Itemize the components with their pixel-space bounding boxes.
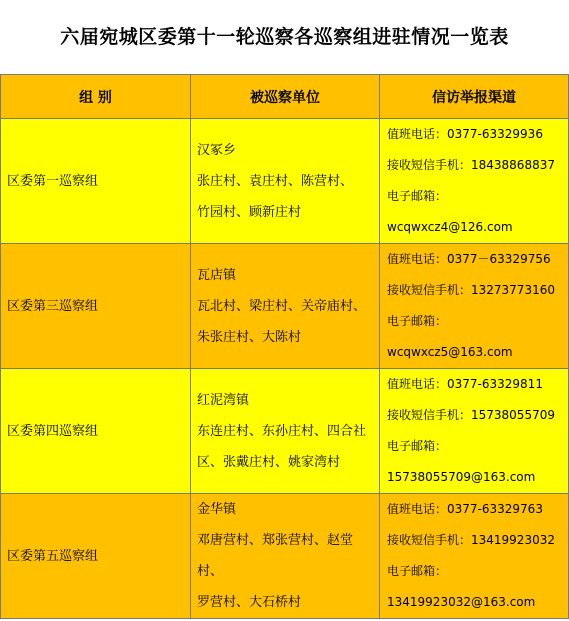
email-label: 电子邮箱： [387,189,448,203]
contact-cell [380,369,569,494]
table-row [1,369,569,494]
sms-phone: 接收短信手机：13273773160 [387,283,555,297]
group-cell [1,119,191,244]
duty-phone: 值班电话：0377-63329811 [387,377,543,391]
table-row [1,119,569,244]
header-group: 组 别 [1,75,191,119]
email-address: wcqwxcz5@163.com [387,345,513,359]
duty-phone: 值班电话：0377－63329756 [387,252,551,266]
unit-line: 邓唐营村、郑张营村、赵堂村、 [197,533,354,579]
units-cell [191,244,380,369]
group-cell [1,244,191,369]
group-name: 区委第一巡察组 [7,173,99,189]
email-label: 电子邮箱： [387,314,448,328]
contact-cell [380,244,569,369]
sms-phone: 接收短信手机：13419923032 [387,533,555,547]
units-cell [191,119,380,244]
email-label: 电子邮箱： [387,439,448,453]
group-cell [1,369,191,494]
unit-line: 瓦北村、梁庄村、关帝庙村、 [197,298,367,314]
unit-line: 瓦店镇 [197,267,237,283]
unit-line: 东连庄村、东孙庄村、四合社 [197,423,367,439]
duty-phone: 值班电话：0377-63329763 [387,502,543,516]
units-cell [191,494,380,619]
email-address: 15738055709@163.com [387,470,536,484]
duty-phone: 值班电话：0377-63329936 [387,127,543,141]
unit-line: 朱张庄村、大陈村 [197,329,302,345]
email-label: 电子邮箱： [387,564,448,578]
group-name: 区委第五巡察组 [7,548,99,564]
page-title: 六届宛城区委第十一轮巡察各巡察组进驻情况一览表 [60,26,509,48]
email-address: 13419923032@163.com [387,595,536,609]
unit-line: 区、张戴庄村、姚家湾村 [197,454,341,470]
units-cell [191,369,380,494]
unit-line: 金华镇 [197,502,237,517]
sms-phone: 接收短信手机：18438868837 [387,158,555,172]
unit-line: 竹园村、顾新庄村 [197,204,302,220]
group-name: 区委第四巡察组 [7,423,99,439]
unit-line: 罗营村、大石桥村 [197,595,302,610]
unit-line: 张庄村、袁庄村、陈营村、 [197,173,354,189]
group-cell [1,494,191,619]
email-address: wcqwxcz4@126.com [387,220,513,234]
header-units: 被巡察单位 [191,75,380,119]
table-row [1,494,569,619]
unit-line: 汉冢乡 [197,142,237,158]
group-name: 区委第三巡察组 [7,298,99,314]
table-header-row [1,75,569,119]
sms-phone: 接收短信手机：15738055709 [387,408,555,422]
table-row [1,244,569,369]
header-channels: 信访举报渠道 [380,75,569,119]
unit-line: 红泥湾镇 [197,392,250,408]
inspection-table [0,74,569,619]
contact-cell [380,119,569,244]
contact-cell [380,494,569,619]
